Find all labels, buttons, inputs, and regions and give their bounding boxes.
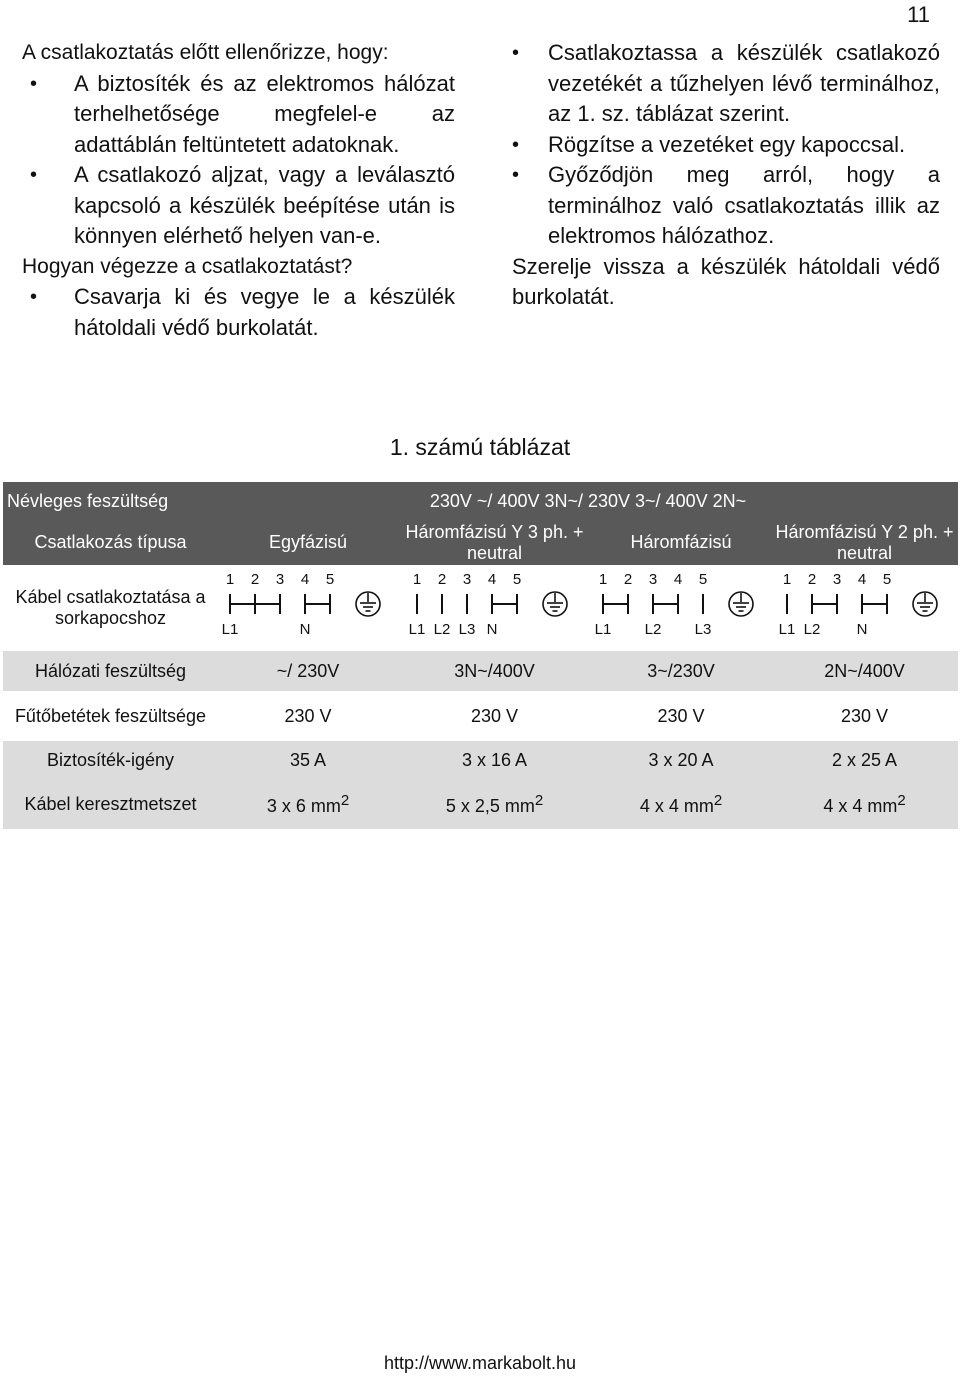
- row-value: 3~/230V: [591, 651, 771, 691]
- unit-superscript: 2: [534, 791, 544, 809]
- wire-label: L1: [595, 621, 612, 638]
- terminal-number: 4: [487, 571, 496, 588]
- value-text: 4 x 4 mm: [823, 795, 898, 816]
- ground-icon: [543, 592, 567, 616]
- list-item: • Győződjön meg arról, hogy a terminálhoz való csatlakoztatás illik az elektromos hálózathoz.: [512, 160, 940, 252]
- ground-icon: [729, 592, 753, 616]
- value-text: 4 x 4 mm: [639, 795, 714, 816]
- diagram-three-phase-y3: [398, 565, 591, 651]
- closing-text: Szerelje vissza a készülék hátoldali védő burkolatát.: [512, 253, 940, 309]
- wire-label: N: [856, 621, 867, 638]
- terminal-number: 1: [412, 571, 421, 588]
- row-value: 230 V: [218, 691, 398, 741]
- row-value: 2N~/400V: [771, 651, 958, 691]
- row-value: [591, 779, 771, 829]
- check-list: [22, 69, 455, 252]
- row-label: Biztosíték-igény: [3, 741, 218, 779]
- wire-label: L3: [694, 621, 712, 638]
- terminal-diagram: [595, 568, 767, 648]
- wire-label: L1: [222, 621, 239, 638]
- connection-table: [3, 482, 958, 829]
- terminal-number: 1: [782, 571, 791, 588]
- value-text: 3 x 6 mm: [266, 795, 341, 816]
- terminal-number: 1: [225, 571, 235, 588]
- row-value: 230 V: [398, 691, 591, 741]
- diagram-single-phase: [218, 565, 398, 651]
- list-item: • Csavarja ki és vegye le a készülék hátoldali védő burkolatát.: [22, 282, 455, 343]
- list-item: • Rögzítse a vezetéket egy kapoccsal.: [512, 130, 940, 161]
- ground-icon: [356, 592, 380, 616]
- footer-url: http://www.markabolt.hu: [383, 1353, 577, 1373]
- diagram-three-phase-y2: [771, 565, 958, 651]
- terminal-diagram: [222, 568, 394, 648]
- wire-label: L2: [803, 621, 820, 638]
- wire-label: L1: [408, 621, 425, 638]
- how-heading: Hogyan végezze a csatlakoztatást?: [22, 254, 353, 278]
- list-item: • A biztosíték és az elektromos hálózat terhelhetősége megfelel-e az adattáblán feltüntetett adatoknak.: [22, 69, 455, 161]
- row-value: 3 x 16 A: [398, 741, 591, 779]
- nominal-voltage-value: 230V ~/ 400V 3N~/ 230V 3~/ 400V 2N~: [218, 482, 958, 520]
- unit-superscript: 2: [897, 791, 906, 809]
- type-three-phase-y3: Háromfázisú Y 3 ph. + neutral: [398, 520, 591, 565]
- table-row: [3, 691, 958, 741]
- terminal-number: 2: [807, 571, 816, 588]
- row-value: 35 A: [218, 741, 398, 779]
- row-label: Fűtőbetétek feszültsége: [3, 691, 218, 741]
- diagram-three-phase: [591, 565, 771, 651]
- wire-label: L2: [433, 621, 450, 638]
- list-item: • A csatlakozó aljzat, vagy a leválasztó kapcsoló a készülék beépítése után is könnyen elérhető helyen van-e.: [22, 160, 455, 252]
- row-value: ~/ 230V: [218, 651, 398, 691]
- wire-label: N: [486, 621, 497, 638]
- check-heading: A csatlakoztatás előtt ellenőrizze, hogy:: [22, 41, 389, 64]
- table-row: [3, 482, 958, 520]
- row-value: 230 V: [591, 691, 771, 741]
- row-value: [771, 779, 958, 829]
- unit-superscript: 2: [713, 791, 723, 809]
- row-value: [218, 779, 398, 829]
- terminal-number: 5: [512, 571, 521, 588]
- how-list: [22, 282, 455, 343]
- row-value: 2 x 25 A: [771, 741, 958, 779]
- type-three-phase-y2: Háromfázisú Y 2 ph. + neutral: [771, 520, 958, 565]
- table-caption: 1. számú táblázat: [389, 434, 571, 460]
- wire-label: N: [299, 621, 311, 638]
- terminal-number: 2: [437, 571, 446, 588]
- steps-list: [512, 38, 940, 252]
- nominal-voltage-label: Névleges feszültség: [3, 482, 218, 520]
- terminal-number: 3: [832, 571, 841, 588]
- table-row: [3, 565, 958, 651]
- terminal-number: 5: [698, 571, 708, 588]
- row-value: 3N~/400V: [398, 651, 591, 691]
- unit-superscript: 2: [340, 791, 350, 809]
- row-label: Kábel keresztmetszet: [3, 779, 218, 829]
- terminal-number: 2: [250, 571, 260, 588]
- page-number: 11: [907, 2, 930, 27]
- row-value: 230 V: [771, 691, 958, 741]
- ground-icon: [913, 592, 937, 616]
- table-row: [3, 779, 958, 829]
- connection-type-label: Csatlakozás típusa: [3, 520, 218, 565]
- type-single-phase: Egyfázisú: [218, 520, 398, 565]
- terminal-number: 3: [462, 571, 471, 588]
- list-item: • Csatlakoztassa a készülék csatlakozó vezetékét a tűzhelyen lévő terminálhoz, az 1. sz. táblázat szerint.: [512, 38, 940, 130]
- terminal-number: 4: [300, 571, 310, 588]
- wire-label: L2: [644, 621, 662, 638]
- cable-connection-label: Kábel csatlakoztatása a sorkapocshoz: [3, 565, 218, 651]
- value-text: 5 x 2,5 mm: [445, 795, 535, 816]
- right-column: [512, 38, 940, 313]
- terminal-number: 5: [882, 571, 891, 588]
- terminal-number: 4: [857, 571, 866, 588]
- terminal-diagram: [779, 568, 951, 648]
- wire-label: L1: [778, 621, 795, 638]
- left-column: [22, 38, 455, 343]
- terminal-number: 4: [673, 571, 683, 588]
- row-value: [398, 779, 591, 829]
- table-row: [3, 651, 958, 691]
- row-label: Hálózati feszültség: [3, 651, 218, 691]
- wire-label: L3: [458, 621, 475, 638]
- terminal-number: 2: [623, 571, 633, 588]
- terminal-number: 3: [275, 571, 285, 588]
- terminal-number: 1: [598, 571, 608, 588]
- terminal-diagram: [409, 568, 581, 648]
- row-value: 3 x 20 A: [591, 741, 771, 779]
- type-three-phase: Háromfázisú: [591, 520, 771, 565]
- terminal-number: 5: [325, 571, 335, 588]
- table-row: [3, 520, 958, 565]
- terminal-number: 3: [648, 571, 658, 588]
- table-row: [3, 741, 958, 779]
